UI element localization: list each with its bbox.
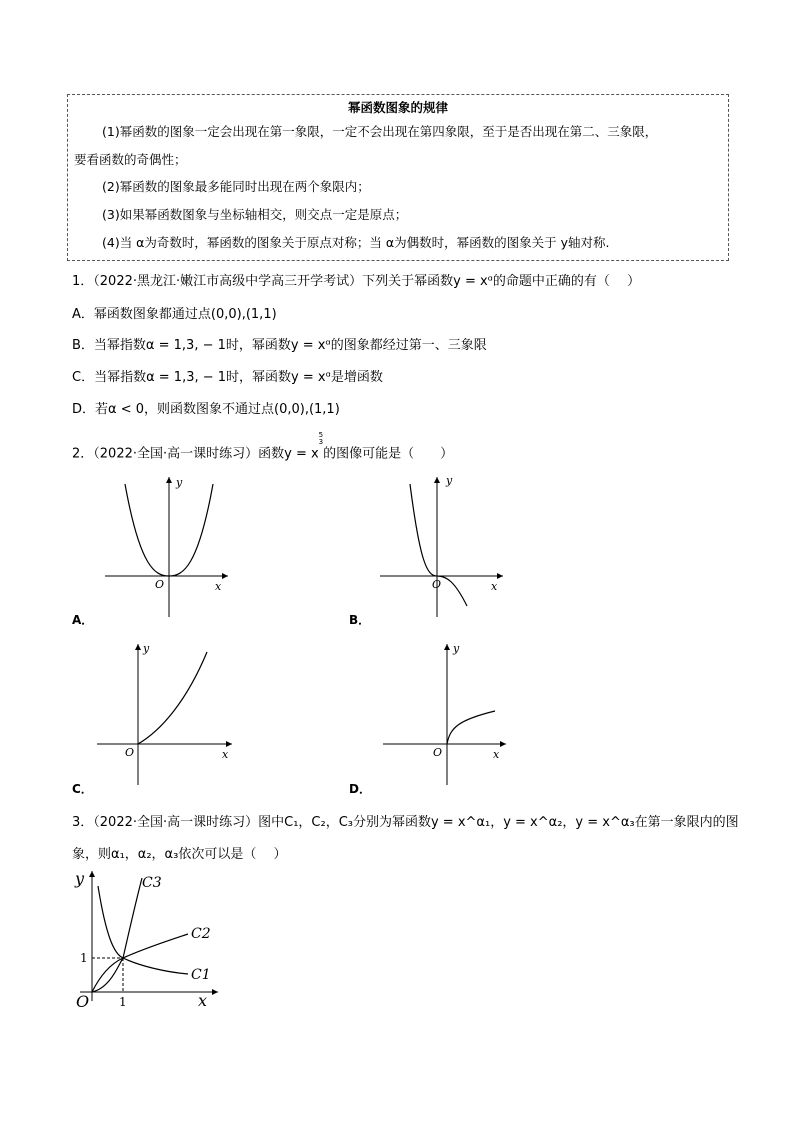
- q2-graph-b: [375, 472, 515, 622]
- q2-label-a: A．: [72, 613, 94, 627]
- q2-graph-d: [378, 640, 518, 790]
- q2-graph-c: [92, 640, 242, 790]
- rule-1a: (1)幂函数的图象一定会出现在第一象限，一定不会出现在第四象限，至于是否出现在第二、三象限，: [102, 124, 658, 139]
- q2-graph-a: [100, 472, 240, 622]
- rule-1b: 要看函数的奇偶性；: [74, 152, 187, 167]
- rules-box: [67, 94, 729, 261]
- origin-label: O: [76, 992, 90, 1011]
- curve: [447, 711, 495, 744]
- tick-y-1: 1: [80, 951, 88, 965]
- rules-title: 幂函数图象的规律: [347, 100, 448, 115]
- curve-c1: [98, 886, 188, 974]
- x-label: x: [491, 580, 498, 593]
- q2-exponent: [319, 432, 323, 446]
- origin-label: O: [125, 746, 135, 759]
- q3-figure: [70, 866, 230, 1011]
- q1-option-a: A．幂函数图象都通过点(0,0),(1,1): [72, 307, 277, 322]
- rule-4: (4)当 α为奇数时，幂函数的图象关于原点对称；当 α为偶数时，幂函数的图象关于 y轴对称.: [102, 235, 610, 250]
- q1-option-b: B．当幂指数α = 1,3, − 1时，幂函数y = xᵅ的图象都经过第一、三象限: [72, 338, 487, 353]
- y-label: y: [75, 869, 85, 888]
- x-label: x: [198, 991, 208, 1010]
- q2-exp-num: 5: [318, 431, 324, 439]
- label-c3: C3: [142, 875, 162, 891]
- y-label: y: [453, 642, 460, 655]
- y-label: y: [446, 474, 453, 487]
- q3-stem-line2: 象，则α₁，α₂，α₃依次可以是（ ）: [72, 847, 287, 862]
- label-c2: C2: [191, 926, 211, 942]
- origin-label: O: [433, 746, 443, 759]
- origin-label: O: [155, 578, 165, 591]
- q2-stem: [72, 431, 454, 462]
- y-label: y: [143, 642, 150, 655]
- tick-x-1: 1: [119, 995, 127, 1009]
- label-c1: C1: [191, 967, 211, 983]
- q2-label-d: D．: [349, 782, 371, 796]
- q1-stem: 1．（2022·黑龙江·嫩江市高级中学高三开学考试）下列关于幂函数y = xᵅ的命题中正确的有（ ）: [72, 274, 641, 289]
- rule-2: (2)幂函数的图象最多能同时出现在两个象限内；: [102, 179, 370, 194]
- x-label: x: [215, 580, 222, 593]
- q1-option-c: C．当幂指数α = 1,3, − 1时，幂函数y = xᵅ是增函数: [72, 370, 383, 385]
- rule-3: (3)如果幂函数图象与坐标轴相交，则交点一定是原点；: [102, 207, 408, 222]
- x-label: x: [222, 748, 229, 761]
- q2-stem-after: 的图像可能是（ ）: [323, 446, 454, 462]
- x-label: x: [493, 748, 500, 761]
- q2-label-c: C．: [72, 782, 93, 796]
- curve: [138, 652, 207, 744]
- q3-stem-line1: 3．（2022·全国·高一课时练习）图中C₁，C₂，C₃分别为幂函数y = x^α₁，y = x^α₂，y = x^α₃在第一象限内的图: [72, 815, 739, 830]
- q1-option-d: D．若α < 0，则函数图象不通过点(0,0),(1,1): [72, 402, 340, 417]
- y-label: y: [176, 476, 183, 489]
- q2-exp-den: 3: [318, 438, 324, 446]
- q2-label-b: B．: [349, 613, 371, 627]
- origin-label: O: [432, 578, 442, 591]
- q2-stem-before: 2．（2022·全国·高一课时练习）函数y = x: [72, 446, 319, 462]
